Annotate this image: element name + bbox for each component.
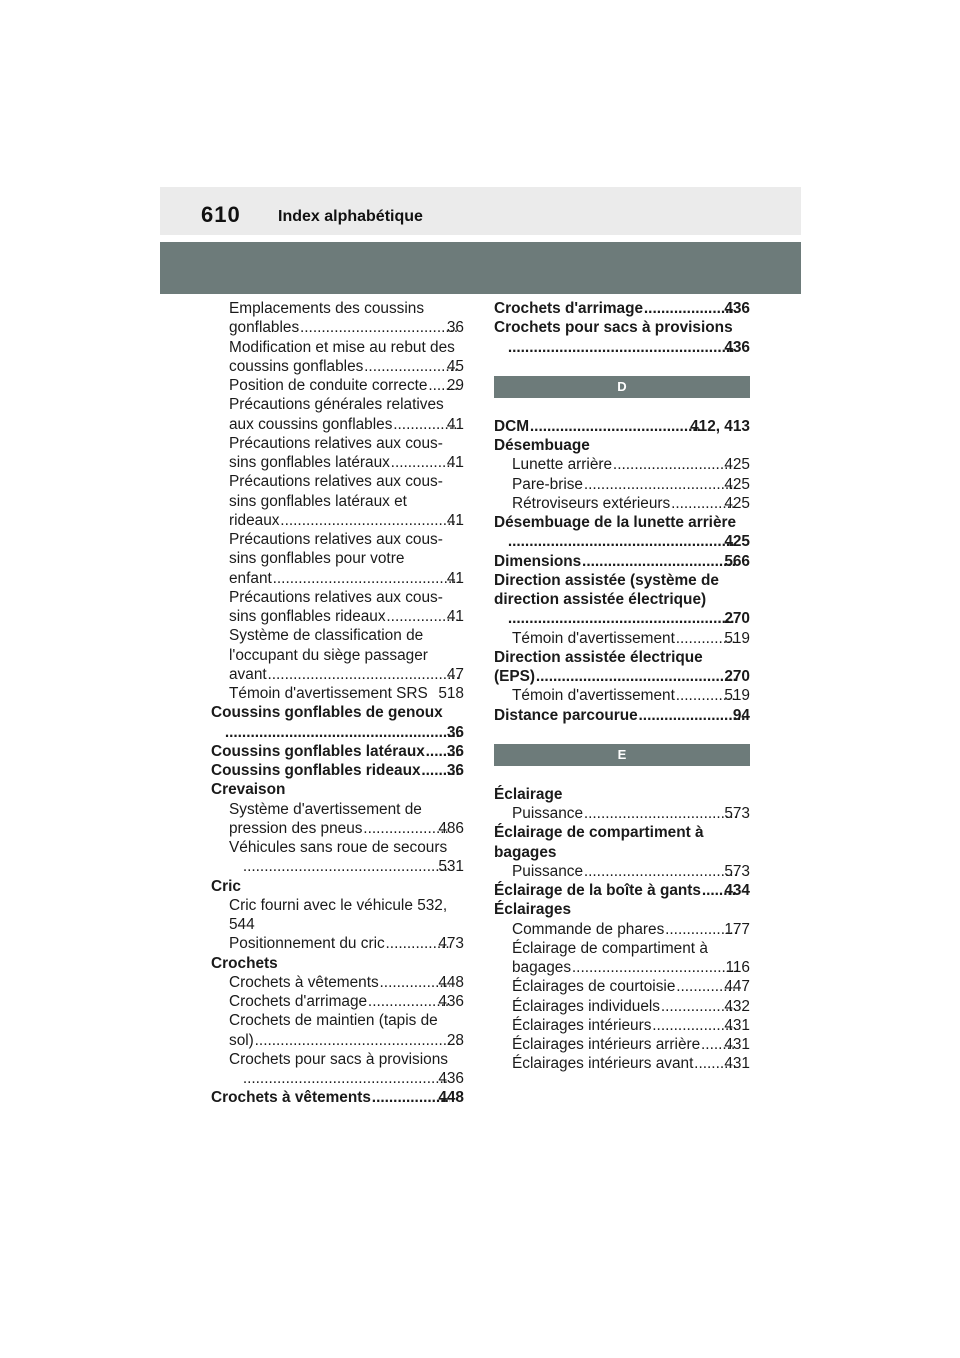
index-sub-entry <box>494 977 750 996</box>
entry-text: Éclairages intérieurs avant <box>512 1055 694 1073</box>
page-reference: 29 <box>446 377 464 394</box>
index-sub-entry <box>211 626 464 684</box>
index-sub-entry <box>211 472 464 530</box>
entry-text: Éclairages de courtoisie <box>512 978 676 996</box>
entry-text: Précautions générales relatives <box>229 396 444 414</box>
entry-text: Direction assistée électrique <box>494 648 703 666</box>
entry-line-with-page <box>211 742 464 761</box>
entry-line-with-page <box>211 1088 464 1107</box>
index-sub-entry <box>494 804 750 823</box>
leader-dots <box>243 857 450 876</box>
index-sub-entry <box>211 395 464 434</box>
entry-text: l'occupant du siège passager <box>229 646 428 664</box>
entry-text: Éclairages individuels <box>512 997 660 1015</box>
entry-text: aux coussins gonflables <box>229 415 393 433</box>
index-main-entry <box>494 552 750 571</box>
leader-dots <box>508 609 736 628</box>
page-reference: 486 <box>438 819 464 837</box>
index-sub-entry <box>211 530 464 588</box>
page-title: Index alphabétique <box>278 208 423 225</box>
index-main-entry <box>494 881 750 900</box>
page-reference: 448 <box>438 1089 464 1107</box>
entry-line-with-page <box>494 552 750 571</box>
entry-line-with-page <box>229 973 464 992</box>
entry-text: bagages <box>512 959 572 976</box>
page-reference: 94 <box>732 706 750 724</box>
entry-text: Crochets pour sacs à provisions <box>229 1050 448 1068</box>
index-main-entry <box>494 571 750 629</box>
entry-text: Modification et mise au rebut des <box>229 338 455 356</box>
page-reference: 41 <box>446 608 464 625</box>
index-sub-entry <box>494 455 750 474</box>
entry-text: 544 <box>229 916 255 933</box>
entry-text: Précautions relatives aux cous- <box>229 434 443 452</box>
entry-text: Système d'avertissement de <box>229 800 422 818</box>
entry-text: sins gonflables latéraux <box>229 454 390 471</box>
page-reference: 447 <box>724 978 750 996</box>
entry-line-with-page <box>507 338 750 357</box>
index-main-entry <box>211 877 464 896</box>
leader-dots <box>572 958 737 977</box>
index-sub-entry <box>211 434 464 473</box>
index-sub-entry <box>211 299 464 338</box>
entry-text: Désembuage de la lunette arrière <box>494 514 737 531</box>
page-reference: 36 <box>446 742 464 760</box>
entry-text: Coussins gonflables de genoux <box>211 704 443 722</box>
leader-dots <box>268 665 459 684</box>
leader-dots <box>530 417 702 436</box>
entry-line-with-page <box>242 1069 464 1088</box>
entry-line-with-page <box>512 958 750 977</box>
entry-line-with-page <box>512 1016 750 1035</box>
index-sub-entry <box>211 376 464 395</box>
entry-line-with-page <box>229 415 464 434</box>
index-sub-entry <box>211 934 464 953</box>
index-main-entry <box>211 761 464 780</box>
entry-text: Témoin d'avertissement SRS <box>229 685 428 702</box>
index-main-entry <box>494 648 750 687</box>
index-sub-entry <box>494 686 750 705</box>
index-column-left <box>211 299 464 1108</box>
leader-dots <box>639 706 745 725</box>
entry-text: Rétroviseurs extérieurs <box>512 494 671 512</box>
index-main-entry <box>494 823 750 862</box>
leader-dots <box>536 667 736 686</box>
leader-dots <box>255 1031 459 1050</box>
page-reference: 36 <box>446 723 464 741</box>
entry-line-with-page <box>229 992 464 1011</box>
page-reference: 270 <box>724 668 750 685</box>
entry-line-with-page <box>512 862 750 881</box>
index-sub-entry <box>211 838 464 877</box>
page-reference: 116 <box>725 959 750 976</box>
index-main-entry <box>211 1088 464 1107</box>
entry-line-with-page <box>494 417 750 436</box>
page-reference: 434 <box>724 882 750 899</box>
entry-line-with-page <box>229 607 464 626</box>
entry-text: Éclairages <box>494 901 572 919</box>
page-reference: 573 <box>724 805 750 822</box>
entry-text: sins gonflables rideaux <box>229 608 386 625</box>
entry-text: Crochets de maintien (tapis de <box>229 1012 438 1030</box>
entry-line-with-page <box>224 723 464 742</box>
leader-dots <box>584 862 736 881</box>
index-main-entry <box>494 706 750 725</box>
entry-text: Éclairages intérieurs arrière <box>512 1036 701 1053</box>
leader-dots <box>280 511 458 530</box>
index-sub-entry <box>494 862 750 881</box>
entry-text: Positionnement du cric <box>229 935 385 953</box>
entry-text: Éclairage de compartiment à <box>494 824 704 842</box>
entry-text: Précautions relatives aux cous- <box>229 473 443 491</box>
entry-line-with-page <box>211 761 464 780</box>
index-main-entry <box>494 513 750 552</box>
leader-dots <box>508 532 736 551</box>
entry-text: Crochets à vêtements <box>211 1089 371 1107</box>
entry-text: Crevaison <box>211 781 286 799</box>
page-reference: 41 <box>446 415 464 433</box>
entry-line-with-page <box>229 665 464 684</box>
entry-text: Coussins gonflables rideaux <box>211 762 421 779</box>
entry-text: sins gonflables pour votre <box>229 550 405 568</box>
index-column-right <box>494 299 750 1074</box>
page-reference: 519 <box>724 629 750 647</box>
leader-dots <box>582 552 736 571</box>
leader-dots <box>584 804 736 823</box>
entry-text: Commande de phares <box>512 920 665 938</box>
entry-text: Distance parcourue <box>494 706 638 724</box>
entry-text: DCM <box>494 417 530 435</box>
index-sub-entry <box>494 494 750 513</box>
page-reference: 436 <box>724 338 750 356</box>
entry-line-with-page <box>507 609 750 628</box>
page-reference: 518 <box>438 685 464 702</box>
entry-line-with-page <box>507 532 750 551</box>
entry-text: Désembuage <box>494 437 590 454</box>
entry-text: Éclairage <box>494 785 563 803</box>
page-reference: 473 <box>438 935 464 953</box>
entry-line-with-page <box>494 706 750 725</box>
entry-line-with-page <box>229 819 464 838</box>
page-reference: 436 <box>438 1070 464 1087</box>
entry-line-with-page <box>494 881 750 900</box>
index-sub-entry <box>211 800 464 839</box>
index-main-entry <box>494 318 750 357</box>
entry-line-with-page <box>229 934 464 953</box>
entry-line-with-page <box>512 686 750 705</box>
entry-text: Éclairages intérieurs <box>512 1016 652 1034</box>
page-reference: 531 <box>438 858 464 876</box>
entry-line-with-page <box>512 475 750 494</box>
entry-line-with-page <box>512 494 750 513</box>
entry-text: Puissance <box>512 862 584 880</box>
index-sub-entry <box>494 1035 750 1054</box>
entry-line-with-page <box>229 376 464 395</box>
index-sub-entry <box>211 588 464 627</box>
entry-line-with-page <box>512 1035 750 1054</box>
page-reference: 432 <box>724 997 750 1015</box>
page-reference: 425 <box>724 494 750 512</box>
page-reference: 425 <box>724 456 750 474</box>
entry-text: gonflables <box>229 319 300 337</box>
header-band <box>160 187 801 235</box>
index-sub-entry <box>494 920 750 939</box>
entry-line-with-page <box>494 667 750 686</box>
index-main-entry <box>494 900 750 919</box>
entry-text: Cric fourni avec le véhicule 532, <box>229 896 448 914</box>
index-sub-entry <box>494 939 750 978</box>
entry-text: Précautions relatives aux cous- <box>229 588 443 606</box>
page-reference: 431 <box>724 1055 750 1073</box>
entry-text: Précautions relatives aux cous- <box>229 531 443 548</box>
leader-dots <box>613 455 736 474</box>
page-reference: 573 <box>724 862 750 880</box>
page-number: 610 <box>201 202 241 227</box>
leader-dots <box>300 318 459 337</box>
index-main-entry <box>494 785 750 804</box>
page-reference: 36 <box>446 762 464 779</box>
entry-text: Dimensions <box>494 552 582 570</box>
entry-line-with-page <box>512 997 750 1016</box>
index-main-entry <box>211 780 464 799</box>
index-sub-entry <box>211 338 464 377</box>
entry-text: rideaux <box>229 511 280 529</box>
entry-text: Puissance <box>512 805 584 822</box>
page-reference: 436 <box>438 993 464 1010</box>
entry-text: Crochets <box>211 954 278 972</box>
leader-dots <box>225 723 459 742</box>
index-main-entry <box>494 436 750 455</box>
entry-text: direction assistée électrique) <box>494 591 707 608</box>
entry-line-with-page <box>229 511 464 530</box>
entry-text: Cric <box>211 877 241 895</box>
decorative-band <box>160 242 801 294</box>
leader-dots <box>508 338 736 357</box>
page-reference: 41 <box>446 569 464 587</box>
index-sub-entry <box>211 1011 464 1050</box>
page-reference: 431 <box>724 1036 750 1053</box>
index-sub-entry <box>211 684 464 703</box>
entry-line-with-page <box>229 1031 464 1050</box>
entry-text: (EPS) <box>494 668 536 685</box>
entry-text: avant <box>229 665 267 683</box>
entry-text: Crochets d'arrimage <box>494 300 644 317</box>
entry-line-with-page <box>512 629 750 648</box>
entry-text: Position de conduite correcte <box>229 377 428 394</box>
entry-text: Crochets à vêtements <box>229 973 379 991</box>
page-reference: 412, 413 <box>690 417 750 435</box>
entry-text: sins gonflables latéraux et <box>229 492 407 510</box>
page-reference: 47 <box>446 665 464 683</box>
entry-text: pression des pneus <box>229 819 363 837</box>
entry-text: Lunette arrière <box>512 456 613 474</box>
entry-line-with-page <box>229 684 464 703</box>
entry-line-with-page <box>512 977 750 996</box>
page-reference: 41 <box>446 511 464 529</box>
entry-text: Éclairage de compartiment à <box>512 939 708 957</box>
index-sub-entry <box>494 997 750 1016</box>
page-reference: 448 <box>438 973 464 991</box>
page-reference: 45 <box>446 357 464 375</box>
entry-text: Témoin d'avertissement <box>512 687 675 705</box>
index-sub-entry <box>211 973 464 992</box>
entry-line-with-page <box>242 857 464 876</box>
entry-line-with-page <box>512 1054 750 1073</box>
page-reference: 425 <box>724 475 750 493</box>
entry-text: sol) <box>229 1031 254 1049</box>
leader-dots <box>243 1069 450 1088</box>
entry-text: Système de classification de <box>229 627 424 645</box>
entry-text: Témoin d'avertissement <box>512 629 675 647</box>
page-reference: 41 <box>446 454 464 471</box>
leader-dots <box>363 819 450 838</box>
index-sub-entry <box>211 896 464 935</box>
entry-text: Direction assistée (système de <box>494 571 719 589</box>
index-sub-entry <box>211 992 464 1011</box>
entry-text: Emplacements des coussins <box>229 300 425 317</box>
entry-text: Coussins gonflables latéraux <box>211 742 425 760</box>
index-letter-header: E <box>494 744 750 766</box>
leader-dots <box>644 299 736 318</box>
page-reference: 436 <box>724 300 750 317</box>
index-main-entry <box>211 954 464 973</box>
page-reference: 431 <box>724 1016 750 1034</box>
leader-dots <box>584 475 736 494</box>
page-reference: 270 <box>724 610 750 628</box>
index-sub-entry <box>494 1054 750 1073</box>
entry-line-with-page <box>512 920 750 939</box>
entry-line-with-page <box>229 453 464 472</box>
entry-text: Pare-brise <box>512 475 583 493</box>
entry-line-with-page <box>229 357 464 376</box>
page-reference: 566 <box>724 552 750 570</box>
entry-text: Crochets d'arrimage <box>229 993 368 1010</box>
entry-text: Véhicules sans roue de secours <box>229 839 448 856</box>
entry-text: Éclairage de la boîte à gants <box>494 882 701 899</box>
leader-dots <box>364 357 459 376</box>
entry-text: coussins gonflables <box>229 357 364 375</box>
entry-text: enfant <box>229 569 272 587</box>
index-letter-header: D <box>494 376 750 398</box>
index-main-entry <box>494 417 750 436</box>
page-reference: 519 <box>724 687 750 705</box>
entry-text: bagages <box>494 843 557 861</box>
entry-line-with-page <box>229 318 464 337</box>
index-sub-entry <box>494 475 750 494</box>
index-sub-entry <box>494 629 750 648</box>
entry-line-with-page <box>494 299 750 318</box>
index-sub-entry <box>211 1050 464 1089</box>
entry-text: Crochets pour sacs à provisions <box>494 319 733 337</box>
page-reference: 28 <box>446 1031 464 1049</box>
entry-line-with-page <box>512 804 750 823</box>
entry-line-with-page <box>512 455 750 474</box>
index-main-entry <box>211 742 464 761</box>
index-sub-entry <box>494 1016 750 1035</box>
leader-dots <box>273 569 459 588</box>
entry-line-with-page <box>229 569 464 588</box>
page-reference: 36 <box>446 319 464 337</box>
index-main-entry <box>494 299 750 318</box>
page-reference: 177 <box>724 920 750 938</box>
index-main-entry <box>211 703 464 742</box>
page-reference: 425 <box>724 533 750 551</box>
